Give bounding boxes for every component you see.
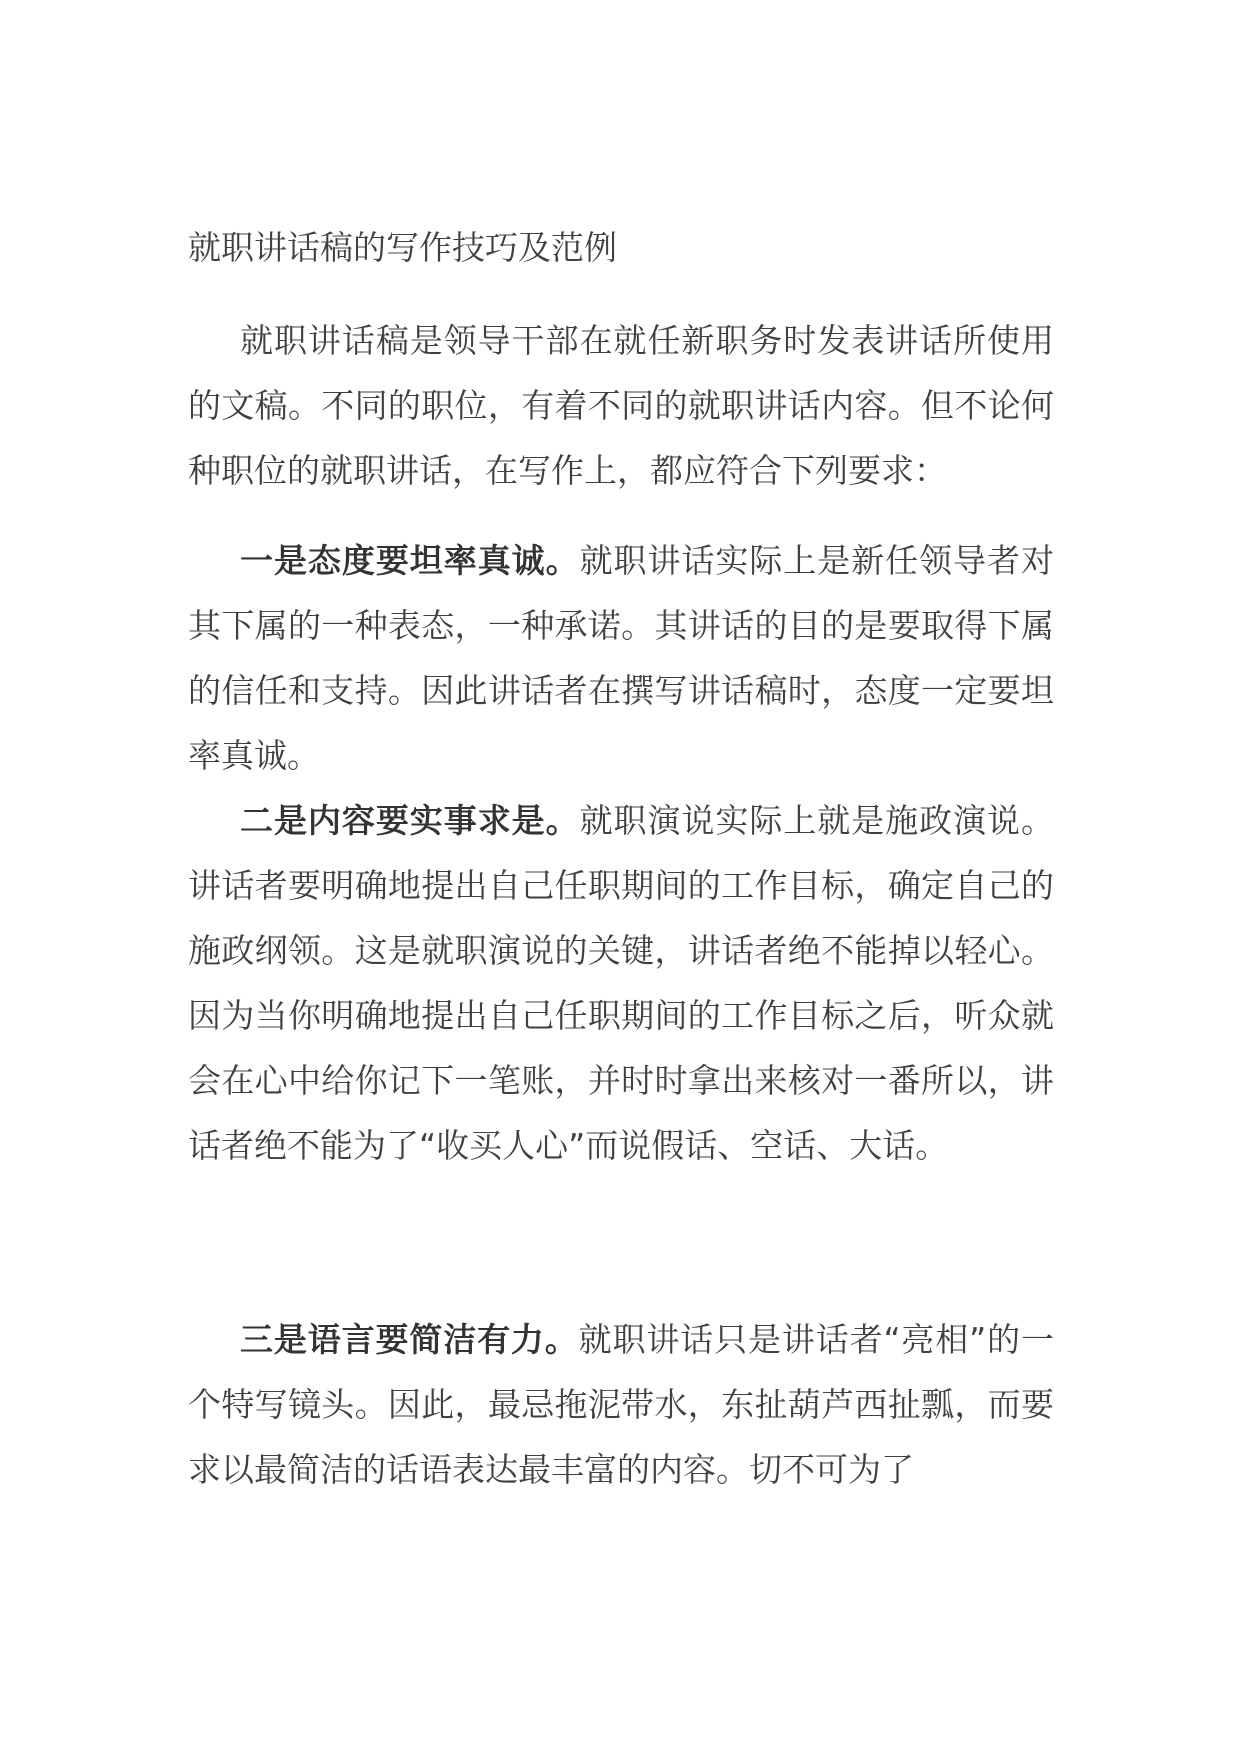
point-paragraph-3	[188, 1307, 1054, 1502]
point-body-2: 就职演说实际上就是施政演说。讲话者要明确地提出自己任职期间的工作目标，确定自己的施政纲领。这是就职演说的关键，讲话者绝不能掉以轻心。因为当你明确地提出自己任职期间的工作目标之后，听众就会在心中给你记下一笔账，并时时拿出来核对一番所以，讲话者绝不能为了“收买人心”而说假话、空话、大话。	[188, 801, 1055, 1165]
point-paragraph-2	[188, 788, 1054, 1178]
intro-text: 就职讲话稿是领导干部在就任新职务时发表讲话所使用的文稿。不同的职位，有着不同的就职讲话内容。但不论何种职位的就职讲话，在写作上，都应符合下列要求：	[188, 321, 1054, 490]
point-body-3: 就职讲话只是讲话者“亮相”的一个特写镜头。因此，最忌拖泥带水，东扯葫芦西扯瓢，而要求以最简洁的话语表达最丰富的内容。切不可为了	[188, 1320, 1054, 1489]
point-heading-3: 三是语言要简洁有力。	[240, 1320, 579, 1359]
point-paragraph-1	[188, 528, 1054, 788]
intro-paragraph	[188, 308, 1054, 503]
point-body-1: 就职讲话实际上是新任领导者对其下属的一种表态，一种承诺。其讲话的目的是要取得下属的信任和支持。因此讲话者在撰写讲话稿时，态度一定要坦率真诚。	[188, 541, 1055, 775]
point-heading-1: 一是态度要坦率真诚。	[240, 541, 580, 580]
document-title: 就职讲话稿的写作技巧及范例	[188, 228, 617, 267]
point-heading-2: 二是内容要实事求是。	[240, 801, 580, 840]
